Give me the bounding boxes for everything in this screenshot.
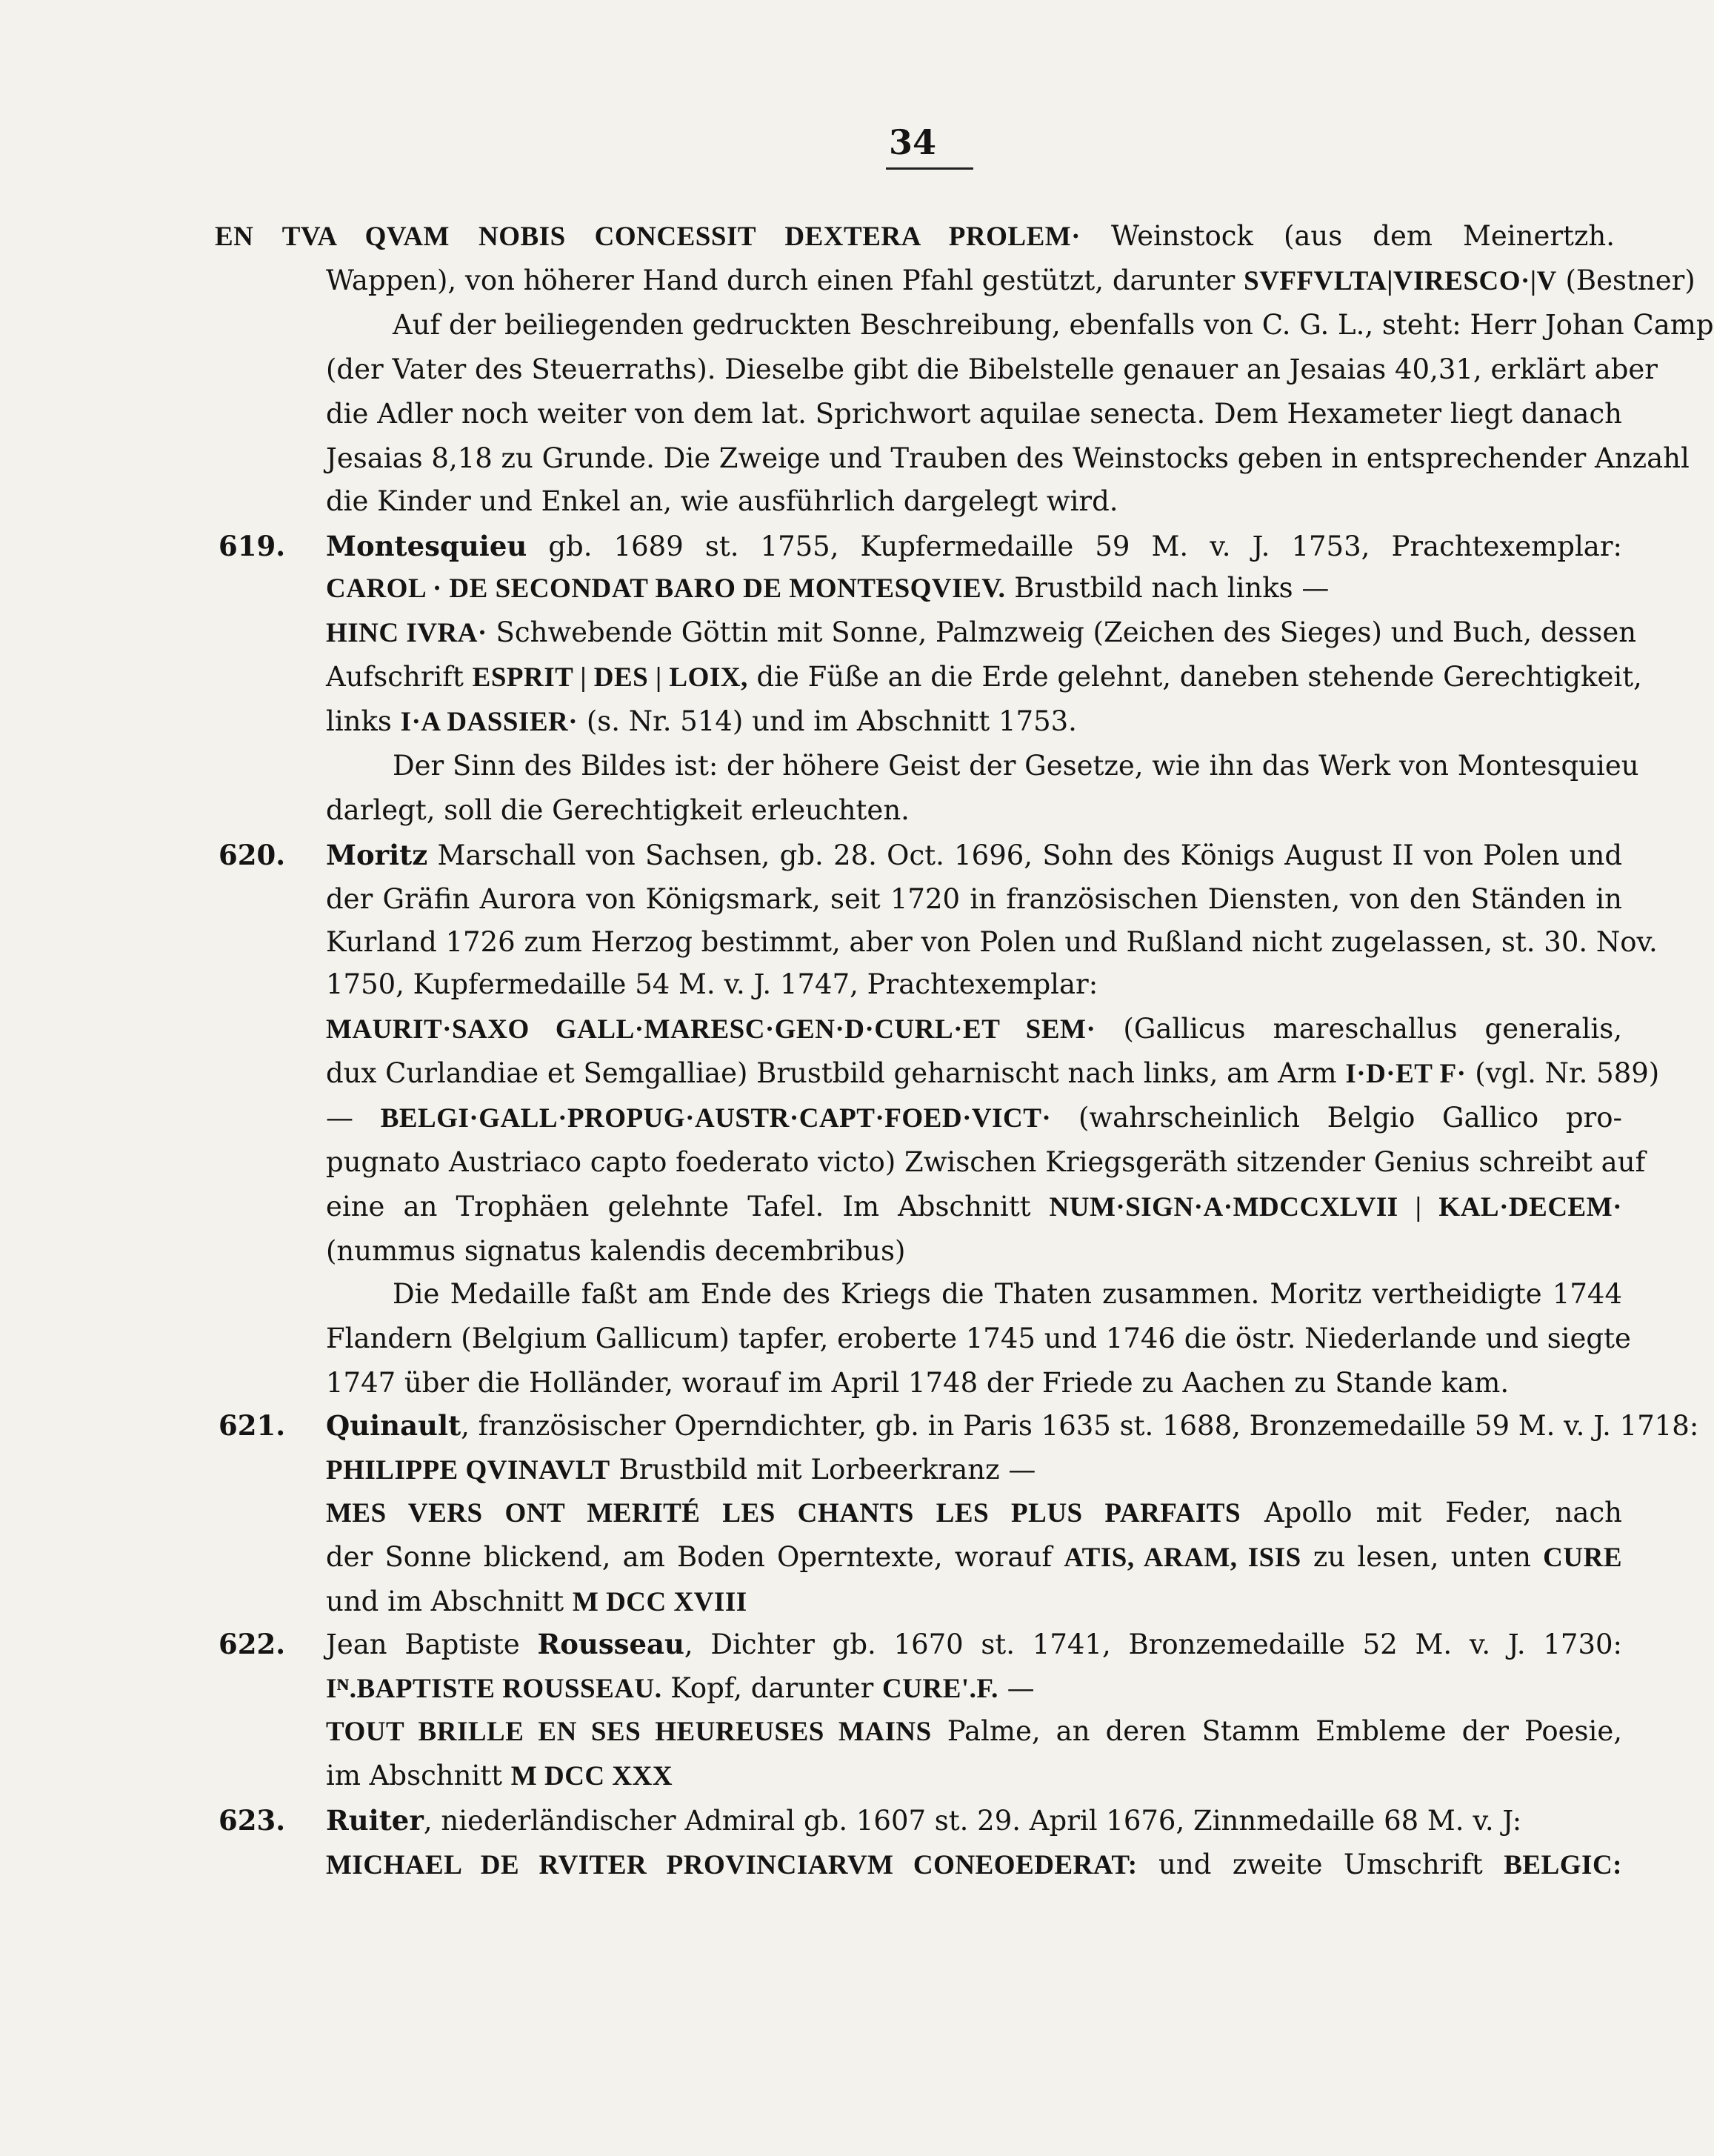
- line-text: [326, 1843, 1622, 1887]
- line-text: [326, 437, 1690, 480]
- page-number: 34: [889, 122, 937, 162]
- text-run: , niederländischer Admiral gb. 1607 st. 29. April 1676, Zinnmedaille 68 M. v. J:: [423, 1805, 1522, 1837]
- subject-name: Quinault: [326, 1409, 461, 1442]
- medal-inscription: SVFFVLTA|VIRESCO·|V: [1244, 266, 1557, 296]
- entry-number: 622.: [219, 1628, 286, 1660]
- text-run: —: [998, 1672, 1035, 1704]
- medal-inscription: PHILIPPE QVINAVLT: [326, 1455, 610, 1485]
- line-text: [326, 878, 1622, 921]
- text-run: Auf der beiliegenden gedruckten Beschreibung, ebenfalls von C. G. L., steht: Herr Johan Camp: [393, 309, 1714, 341]
- line-text: [326, 348, 1658, 391]
- text-run: pugnato Austriaco capto foederato victo) Zwischen Kriegsgeräth sitzender Genius schreibt auf: [326, 1146, 1646, 1178]
- text-run: und im Abschnitt: [326, 1586, 573, 1617]
- text-run: im Abschnitt: [326, 1760, 511, 1791]
- text-run: der Sonne blickend, am Boden Operntexte, worauf: [326, 1541, 1064, 1573]
- text-line: [0, 1799, 1669, 1842]
- medal-inscription: TOUT BRILLE EN SES HEUREUSES MAINS: [326, 1717, 932, 1747]
- text-run: Marschall von Sachsen, gb. 28. Oct. 1696, Sohn des Königs August II von Polen und: [427, 839, 1622, 871]
- line-text: [326, 567, 1526, 610]
- text-line: [0, 921, 1669, 964]
- medal-inscription: MAURIT·SAXO GALL·MARESC·GEN·D·CURL·ET SEM·: [326, 1014, 1096, 1045]
- text-line: [0, 525, 1669, 568]
- subject-name: Montesquieu: [326, 530, 527, 562]
- line-text: [326, 921, 1658, 964]
- text-run: (der Vater des Steuerraths). Dieselbe gibt die Bibelstelle genauer an Jesaias 40,31, erklärt aber: [326, 353, 1658, 385]
- line-text: [326, 1362, 1548, 1405]
- medal-inscription: HINC IVRA·: [326, 618, 487, 648]
- line-text: [326, 963, 1126, 1006]
- line-text: [393, 1273, 1622, 1316]
- text-line: [0, 963, 1669, 1006]
- text-run: dux Curlandiae et Semgalliae) Brustbild geharnischt nach links, am Arm: [326, 1057, 1346, 1089]
- text-line: [0, 437, 1690, 480]
- text-run: (vgl. Nr. 589): [1466, 1057, 1660, 1089]
- text-line: [0, 1273, 1669, 1316]
- line-text: [326, 1052, 1660, 1096]
- text-run: —: [326, 1102, 381, 1134]
- text-line: [0, 611, 1669, 654]
- text-run: , französischer Operndichter, gb. in Paris 1635 st. 1688, Bronzemedaille 59 M. v. J. 1718:: [461, 1410, 1699, 1442]
- text-run: , Dichter gb. 1670 st. 1741, Bronzemedaille 52 M. v. J. 1730:: [684, 1628, 1622, 1660]
- text-run: Die Medaille faßt am Ende des Kriegs die Thaten zusammen. Moritz vertheidigte 1744: [393, 1278, 1622, 1310]
- line-text: [326, 834, 1622, 877]
- text-run: 1747 über die Holländer, worauf im April 1748 der Friede zu Aachen zu Stande kam.: [326, 1367, 1510, 1399]
- text-line: [0, 1667, 1669, 1710]
- text-run: 1750, Kupfermedaille 54 M. v. J. 1747, Prachtexemplar:: [326, 968, 1098, 1000]
- line-text: [326, 611, 1637, 655]
- entry-number: 620.: [219, 839, 286, 871]
- text-line: [0, 215, 1669, 258]
- medal-inscription: CAROL · DE SECONDAT BARO DE MONTESQVIEV.: [326, 573, 1006, 604]
- line-text: [326, 700, 1104, 744]
- text-line: [0, 1052, 1669, 1095]
- entry-number: 621.: [219, 1409, 286, 1442]
- text-run: Flandern (Belgium Gallicum) tapfer, eroberte 1745 und 1746 die östr. Niederlande und siegte: [326, 1322, 1631, 1354]
- text-line: [0, 700, 1669, 743]
- text-run: der Gräfin Aurora von Königsmark, seit 1720 in französischen Diensten, von den Ständen in: [326, 883, 1622, 915]
- medal-inscription: Iᴺ.BAPTISTE ROUSSEAU.: [326, 1674, 662, 1704]
- subject-name: Moritz: [326, 839, 428, 871]
- text-line: [0, 1404, 1699, 1447]
- page-number-rule: [886, 167, 973, 170]
- medal-inscription: EN TVA QVAM NOBIS CONCESSIT DEXTERA PROLEM·: [215, 222, 1081, 252]
- text-run: (s. Nr. 514) und im Abschnitt 1753.: [578, 705, 1077, 737]
- medal-inscription: CURE'.F.: [882, 1674, 998, 1704]
- text-run: Aufschrift: [326, 661, 473, 693]
- text-line: [0, 480, 1669, 523]
- text-line: [0, 304, 1714, 347]
- line-text: [326, 259, 1695, 303]
- text-line: [0, 1230, 1669, 1273]
- text-run: und zweite Umschrift: [1137, 1849, 1504, 1880]
- entry-number: 623.: [219, 1804, 286, 1837]
- line-text: [326, 1097, 1622, 1140]
- text-run: die Kinder und Enkel an, wie ausführlich dargelegt wird.: [326, 485, 1118, 517]
- text-run: (nummus signatus kalendis decembribus): [326, 1235, 906, 1267]
- line-text: [326, 525, 1622, 568]
- text-run: Weinstock (aus dem Meinertzh.: [1081, 220, 1615, 252]
- text-run: Apollo mit Feder, nach: [1241, 1497, 1622, 1528]
- text-line: [0, 348, 1669, 391]
- text-run: Jean Baptiste: [326, 1628, 538, 1660]
- text-line: [0, 1097, 1669, 1139]
- text-run: Wappen), von höherer Hand durch einen Pfahl gestützt, darunter: [326, 264, 1244, 296]
- text-run: darlegt, soll die Gerechtigkeit erleuchten.: [326, 794, 910, 826]
- text-run: die Adler noch weiter von dem lat. Sprichwort aquilae senecta. Dem Hexameter liegt danach: [326, 398, 1622, 430]
- text-run: Kurland 1726 zum Herzog bestimmt, aber von Polen und Rußland nicht zugelassen, st. 30. Nov.: [326, 926, 1658, 958]
- text-line: [0, 1754, 1669, 1797]
- text-run: gb. 1689 st. 1755, Kupfermedaille 59 M. v. J. 1753, Prachtexemplar:: [527, 530, 1622, 562]
- text-line: [0, 1491, 1669, 1534]
- text-run: eine an Trophäen gelehnte Tafel. Im Abschnitt: [326, 1191, 1050, 1222]
- text-line: [0, 1448, 1669, 1491]
- text-run: die Füße an die Erde gelehnt, daneben stehende Gerechtigkeit,: [747, 661, 1642, 693]
- text-run: (wahrscheinlich Belgio Gallico pro-: [1051, 1102, 1622, 1134]
- line-text: [326, 1580, 815, 1624]
- subject-name: Rousseau: [537, 1628, 684, 1660]
- text-run: Kopf, darunter: [661, 1672, 883, 1704]
- medal-inscription: CURE: [1543, 1543, 1623, 1573]
- medal-inscription: M DCC XXX: [510, 1761, 673, 1791]
- medal-inscription: MES VERS ONT MERITÉ LES CHANTS LES PLUS PARFAITS: [326, 1498, 1241, 1528]
- text-line: [0, 1536, 1669, 1579]
- line-text: [326, 480, 1118, 523]
- text-line: [0, 1580, 1669, 1623]
- line-text: [326, 1623, 1622, 1666]
- line-text: [215, 215, 1615, 259]
- line-text: [393, 304, 1714, 347]
- medal-inscription: M DCC XVIII: [572, 1587, 747, 1617]
- text-line: [0, 789, 1669, 832]
- medal-inscription: NUM·SIGN·A·MDCCXLVII | KAL·DECEM·: [1049, 1192, 1622, 1222]
- text-line: [0, 1185, 1669, 1228]
- line-text: [326, 789, 910, 832]
- text-line: [0, 1008, 1669, 1051]
- text-line: [0, 745, 1669, 788]
- text-run: links: [326, 705, 401, 737]
- text-line: [0, 878, 1669, 921]
- text-line: [0, 1141, 1669, 1184]
- line-text: [326, 1799, 1522, 1843]
- medal-inscription: I·D·ET F·: [1345, 1059, 1467, 1089]
- entry-number: 619.: [219, 530, 286, 562]
- medal-inscription: MICHAEL DE RVITER PROVINCIARVM CONEOEDERAT:: [326, 1850, 1138, 1880]
- text-line: [0, 1710, 1669, 1753]
- text-line: [0, 1362, 1669, 1405]
- medal-inscription: BELGIC:: [1504, 1850, 1622, 1880]
- line-text: [326, 1536, 1622, 1580]
- line-text: [326, 1710, 1622, 1754]
- text-line: [0, 259, 1695, 302]
- text-line: [0, 567, 1669, 610]
- text-run: Schwebende Göttin mit Sonne, Palmzweig (Zeichen des Sieges) und Buch, dessen: [487, 616, 1637, 648]
- line-text: [326, 1230, 906, 1273]
- text-line: [0, 1843, 1669, 1886]
- text-line: [0, 1623, 1669, 1666]
- text-run: (Bestner): [1556, 264, 1695, 296]
- medal-inscription: ATIS, ARAM, ISIS: [1064, 1543, 1301, 1573]
- text-run: zu lesen, unten: [1301, 1541, 1544, 1573]
- medal-inscription: I·A DASSIER·: [400, 707, 578, 737]
- text-line: [0, 834, 1669, 876]
- text-run: Jesaias 8,18 zu Grunde. Die Zweige und Trauben des Weinstocks geben in entsprechender Anzahl: [326, 442, 1690, 474]
- line-text: [326, 1185, 1622, 1229]
- line-text: [326, 1141, 1646, 1184]
- line-text: [326, 1491, 1622, 1535]
- text-run: Brustbild mit Lorbeerkranz —: [610, 1454, 1036, 1485]
- subject-name: Ruiter: [326, 1804, 424, 1837]
- text-run: Der Sinn des Bildes ist: der höhere Geist der Gesetze, wie ihn das Werk von Montesquieu: [393, 750, 1639, 782]
- line-text: [326, 393, 1622, 436]
- line-text: [326, 1317, 1631, 1360]
- line-text: [393, 745, 1639, 788]
- text-run: Palme, an deren Stamm Embleme der Poesie,: [931, 1715, 1622, 1747]
- line-text: [326, 1008, 1622, 1051]
- line-text: [326, 1404, 1699, 1448]
- text-run: (Gallicus mareschallus generalis,: [1096, 1013, 1623, 1045]
- line-text: [326, 656, 1642, 699]
- text-line: [0, 656, 1669, 699]
- line-text: [326, 1448, 1133, 1492]
- line-text: [326, 1754, 741, 1798]
- text-line: [0, 393, 1669, 436]
- line-text: [326, 1667, 1178, 1711]
- text-line: [0, 1317, 1669, 1360]
- medal-inscription: BELGI·GALL·PROPUG·AUSTR·CAPT·FOED·VICT·: [380, 1103, 1052, 1134]
- medal-inscription: ESPRIT | DES | LOIX,: [472, 662, 748, 693]
- text-run: Brustbild nach links —: [1005, 572, 1330, 604]
